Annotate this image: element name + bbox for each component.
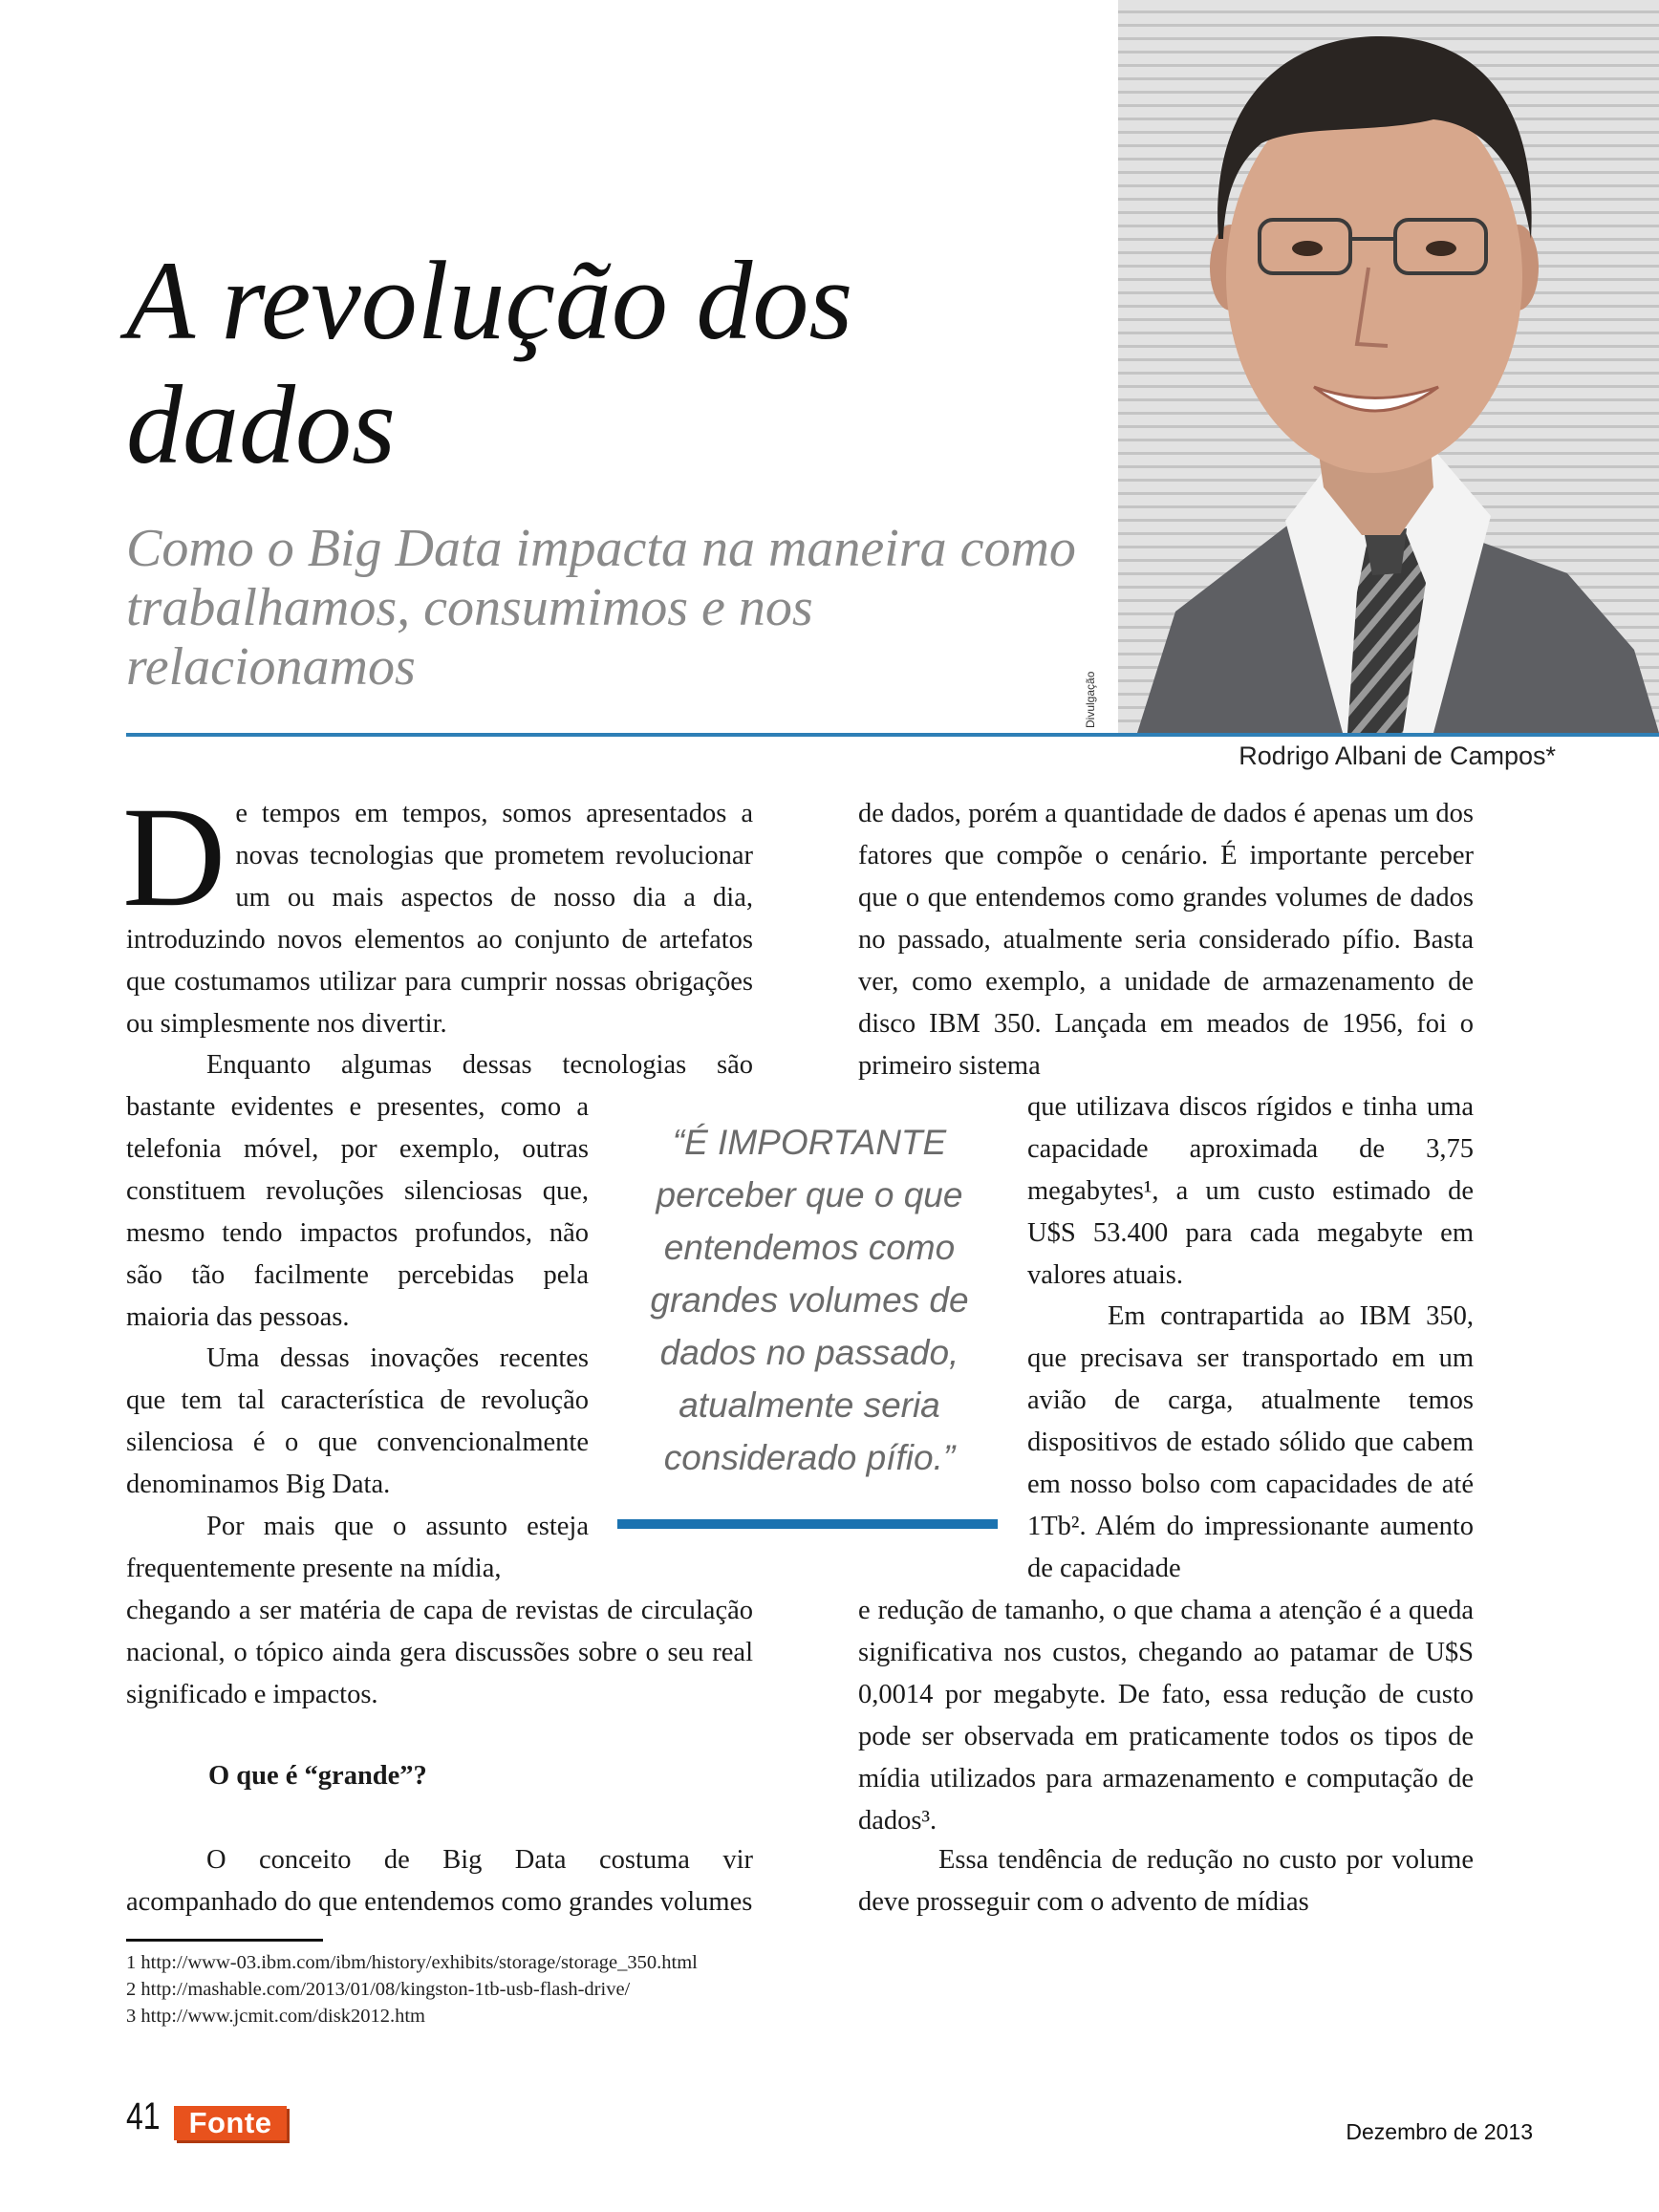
paragraph-2-continuation: bastante evidentes e presentes, como a telefonia móvel, por exemplo, outras constituem revoluções silenciosas que, mesmo tendo impactos profundos, não são tão facilmente percebidas pela maioria das pessoas. <box>126 1092 589 1332</box>
pull-quote-divider <box>617 1519 998 1529</box>
col2-paragraph-1-end: que utilizava discos rígidos e tinha uma capacidade aproximada de 3,75 megabytes¹, a um custo estimado de U$S 53.400 para cada megabyte em valores atuais. <box>1027 1092 1474 1290</box>
author-portrait-photo <box>1118 0 1659 733</box>
article-title: A revolução dos dados <box>126 238 853 487</box>
paragraph-5: O conceito de Big Data costuma vir acompanhado do que entendemos como grandes volumes <box>126 1845 753 1917</box>
footnote-1[interactable]: 1 http://www-03.ibm.com/ibm/history/exhibits/storage/storage_350.html <box>126 1952 698 1973</box>
author-byline: Rodrigo Albani de Campos* <box>1239 741 1556 770</box>
col2-paragraph-2: Em contrapartida ao IBM 350, que precisava ser transportado em um avião de carga, atualmente temos dispositivos de estado sólido que cabem em nosso bolso com capacidades de até 1Tb². Além do impressionante aumento de capacidade <box>1027 1301 1474 1583</box>
paragraph-intro-text: e tempos em tempos, somos apresentados a novas tecnologias que prometem revolucionar um ou mais aspectos de nosso dia a dia, introduzindo novos elementos ao conjunto de artefatos que costumamos utilizar para cumprir nossas obrigações ou simplesmente nos divertir. <box>126 799 753 1039</box>
page-number: 41 <box>126 2095 161 2137</box>
col2-paragraph-1: de dados, porém a quantidade de dados é apenas um dos fatores que compõe o cenário. É importante perceber que o que entendemos como grandes volumes de dados no passado, atualmente seria considerado pífio. Basta ver, como exemplo, a unidade de armazenamento de disco IBM 350. Lançada em meados de 1956, foi o primeiro sistema <box>858 799 1474 1081</box>
title-divider <box>126 733 1659 737</box>
footnote-divider <box>126 1939 323 1942</box>
footnote-3[interactable]: 3 http://www.jcmit.com/disk2012.htm <box>126 2006 425 2027</box>
section-heading: O que é “grande”? <box>208 1761 427 1791</box>
photo-credit: Divulgação <box>1084 671 1097 728</box>
paragraph-2-text: Enquanto algumas dessas tecnologias são <box>206 1050 753 1080</box>
fonte-logo: Fonte <box>174 2106 287 2140</box>
article-subtitle: Como o Big Data impacta na maneira como trabalhamos, consumimos e nos relacionamos <box>126 519 1076 697</box>
paragraph-4-end: chegando a ser matéria de capa de revistas de circulação nacional, o tópico ainda gera discussões sobre o seu real significado e impactos. <box>126 1596 753 1709</box>
issue-date: Dezembro de 2013 <box>1346 2119 1533 2144</box>
pull-quote: “É IMPORTANTE perceber que o que entendemos como grandes volumes de dados no passado, atualmente seria considerado pífio.” <box>650 1123 969 1477</box>
paragraph-3: Uma dessas inovações recentes que tem tal característica de revolução silenciosa é o que convencionalmente denominamos Big Data. <box>126 1343 589 1499</box>
paragraph-intro <box>122 778 753 1045</box>
col2-paragraph-2-end: e redução de tamanho, o que chama a atenção é a queda significativa nos custos, chegando ao patamar de U$S 0,0014 por megabyte. De fato, essa redução de custo pode ser observada em praticamente todos os tipos de mídia utilizados para armazenamento e computação de dados³. <box>858 1596 1474 1836</box>
paragraph-2-first-line <box>126 1044 753 1086</box>
paragraph-2 <box>126 1086 589 1339</box>
paragraph-4-start: Por mais que o assunto esteja frequentemente presente na mídia, <box>126 1512 589 1583</box>
col2-paragraph-3: Essa tendência de redução no custo por volume deve prosseguir com o advento de mídias <box>858 1845 1474 1917</box>
portrait-illustration <box>1118 0 1659 733</box>
footnote-2[interactable]: 2 http://mashable.com/2013/01/08/kingston-1tb-usb-flash-drive/ <box>126 1979 631 2000</box>
drop-cap: D <box>122 778 226 936</box>
footnotes <box>126 1949 795 2029</box>
